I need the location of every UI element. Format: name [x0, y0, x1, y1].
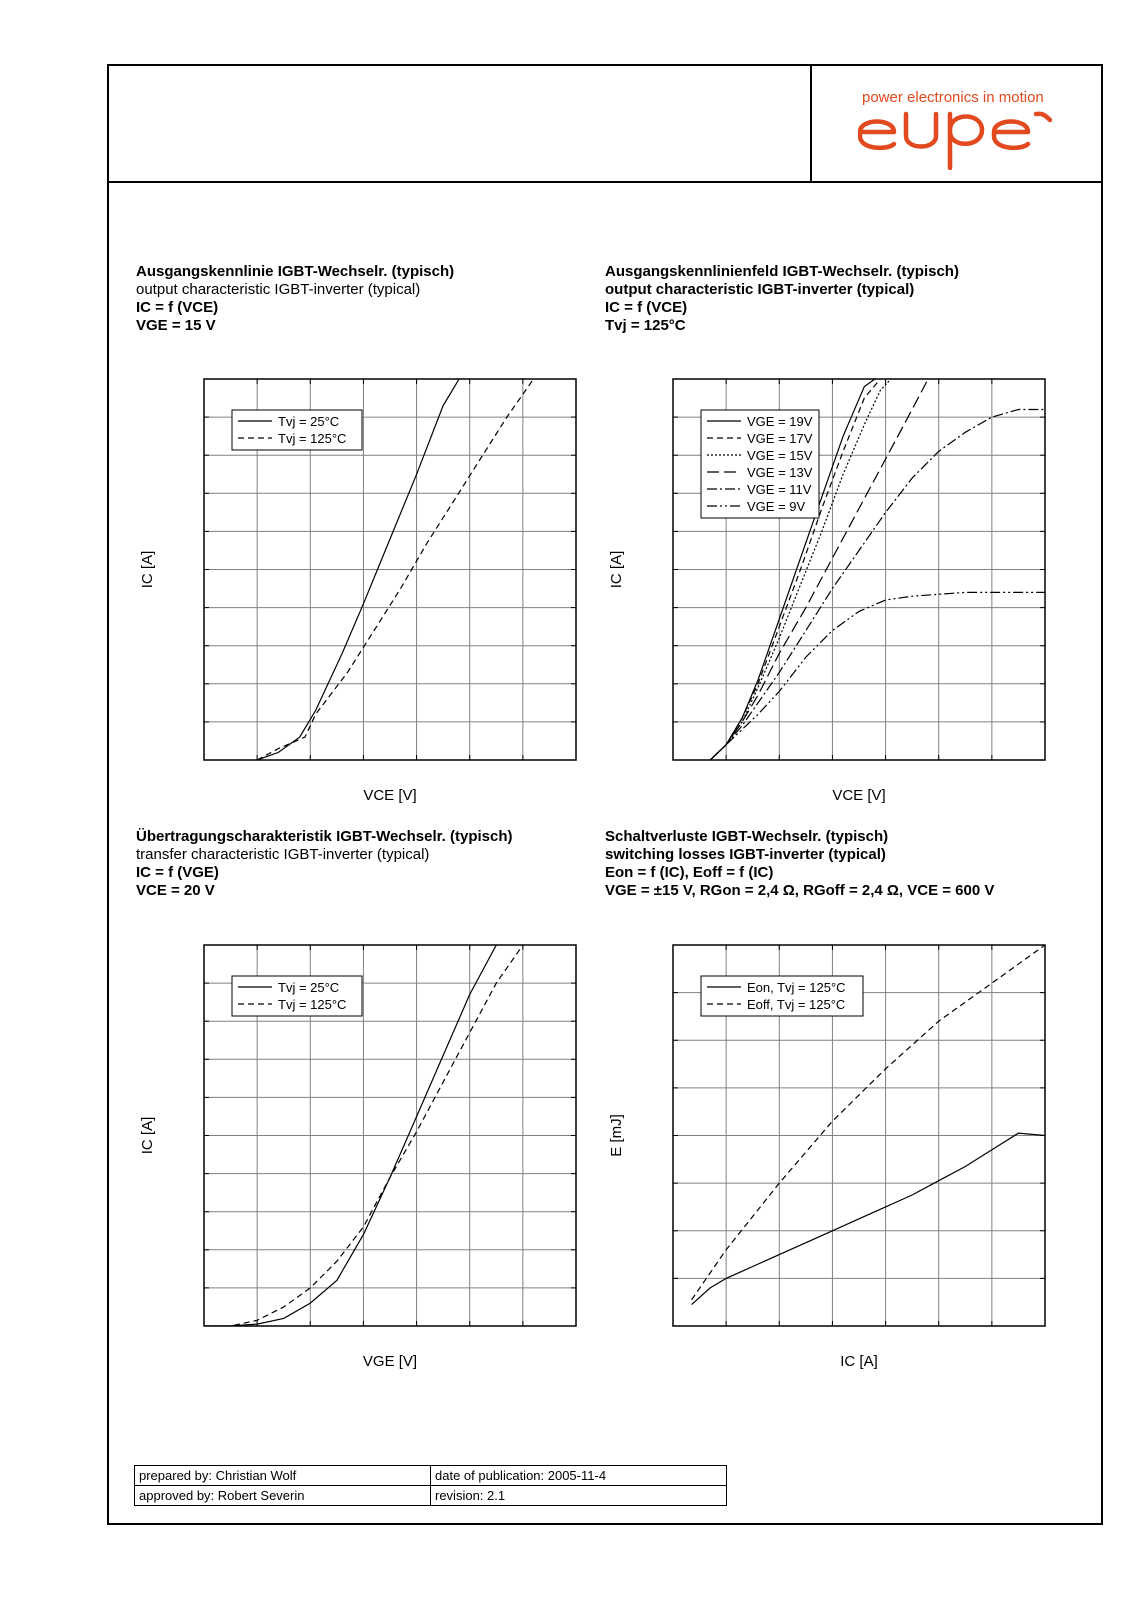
chart1-title-de: Ausgangskennlinie IGBT-Wechselr. (typisch) — [136, 263, 455, 280]
legend-label: Tvj = 125°C — [278, 431, 347, 446]
chart4-formula: Eon = f (IC), Eoff = f (IC) — [605, 864, 774, 881]
chart4-title-en: switching losses IGBT-inverter (typical) — [605, 846, 886, 863]
legend-label: Tvj = 25°C — [278, 414, 340, 429]
chart3-title-en: transfer characteristic IGBT-inverter (typical) — [136, 846, 430, 863]
chart2-title-de: Ausgangskennlinienfeld IGBT-Wechselr. (typisch) — [605, 263, 959, 280]
y-axis-label: IC [A] — [139, 550, 156, 589]
x-axis-label: IC [A] — [840, 1353, 878, 1370]
chart3-condition: VCE = 20 V — [136, 882, 215, 899]
chart2-formula: IC = f (VCE) — [605, 299, 688, 316]
legend-label: VGE = 9V — [747, 499, 806, 514]
x-axis-label: VGE [V] — [362, 1353, 418, 1370]
legend-label: Tvj = 25°C — [278, 980, 340, 995]
x-axis-label: VCE [V] — [363, 787, 417, 804]
legend-label: Tvj = 125°C — [278, 997, 347, 1012]
chart2-title-en: output characteristic IGBT-inverter (typical) — [605, 281, 915, 298]
logo-tagline: power electronics in motion — [862, 89, 1044, 106]
date-of-publication-cell: date of publication: 2005-11-4 — [431, 1466, 727, 1486]
y-axis-label: E [mJ] — [608, 1114, 625, 1157]
legend-label: Eon, Tvj = 125°C — [747, 980, 846, 995]
chart1-condition: VGE = 15 V — [136, 317, 216, 334]
chart3-formula: IC = f (VGE) — [136, 864, 219, 881]
chart4-title-de: Schaltverluste IGBT-Wechselr. (typisch) — [605, 828, 889, 845]
chart1-title-en: output characteristic IGBT-inverter (typical) — [136, 281, 421, 298]
x-axis-label: VCE [V] — [832, 787, 886, 804]
y-axis-label: IC [A] — [608, 550, 625, 589]
approval-row — [135, 1466, 727, 1486]
legend-label: VGE = 19V — [747, 414, 813, 429]
legend-label: VGE = 11V — [747, 482, 812, 497]
chart1-formula: IC = f (VCE) — [136, 299, 219, 316]
legend-label: VGE = 13V — [747, 465, 813, 480]
legend-label: VGE = 17V — [747, 431, 813, 446]
approved-by-cell: approved by: Robert Severin — [135, 1486, 431, 1506]
legend-label: Eoff, Tvj = 125°C — [747, 997, 846, 1012]
y-axis-label: IC [A] — [139, 1116, 156, 1155]
chart4-condition: VGE = ±15 V, RGon = 2,4 Ω, RGoff = 2,4 Ω, VCE = 600 V — [605, 882, 995, 899]
revision-cell: revision: 2.1 — [431, 1486, 727, 1506]
legend-label: VGE = 15V — [747, 448, 813, 463]
chart3-title-de: Übertragungscharakteristik IGBT-Wechselr. (typisch) — [136, 828, 513, 845]
approval-row — [135, 1486, 727, 1506]
chart2-condition: Tvj = 125°C — [605, 317, 686, 334]
prepared-by-cell: prepared by: Christian Wolf — [135, 1466, 431, 1486]
approval-table — [134, 1465, 727, 1506]
